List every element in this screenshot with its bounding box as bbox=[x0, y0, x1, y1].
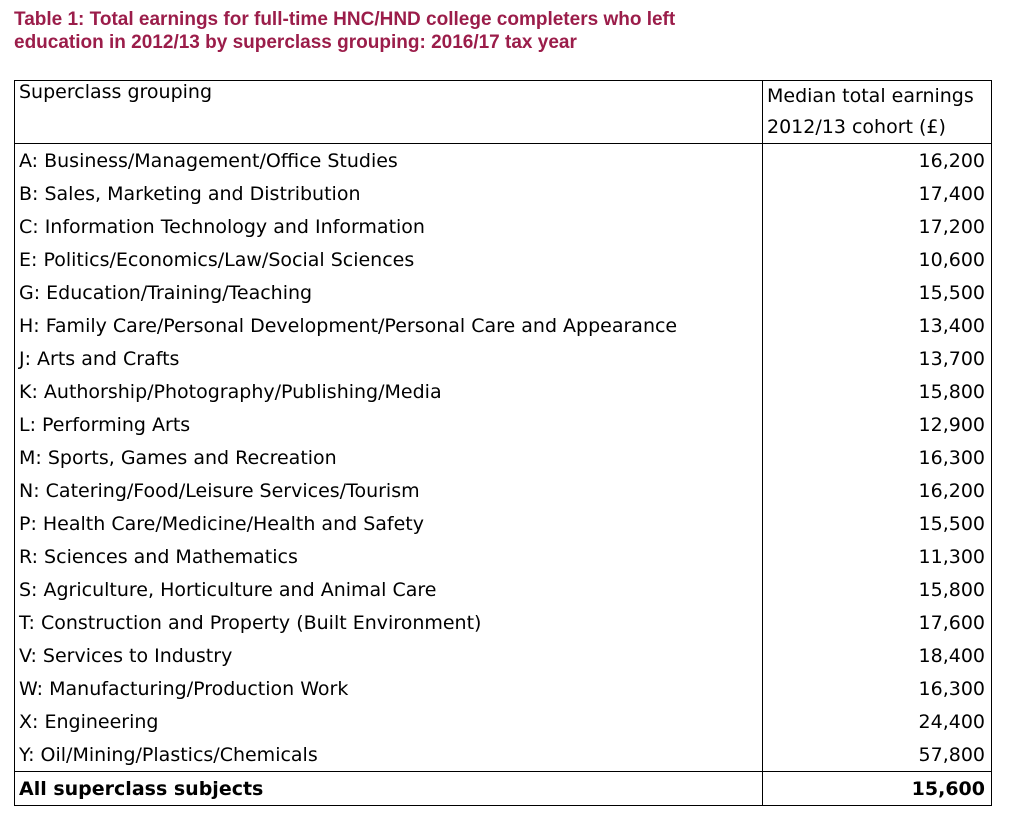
median-earnings-value: 12,900 bbox=[763, 408, 992, 441]
superclass-name: L: Performing Arts bbox=[15, 408, 763, 441]
median-earnings-value: 16,300 bbox=[763, 441, 992, 474]
median-earnings-value: 57,800 bbox=[763, 738, 992, 772]
table-row bbox=[15, 441, 992, 474]
superclass-name: S: Agriculture, Horticulture and Animal Care bbox=[15, 573, 763, 606]
table-title-line-1: Table 1: Total earnings for full-time HNC/HND college completers who left bbox=[14, 9, 676, 30]
table-row bbox=[15, 210, 992, 243]
median-earnings-value: 13,400 bbox=[763, 309, 992, 342]
superclass-name: G: Education/Training/Teaching bbox=[15, 276, 763, 309]
table-row bbox=[15, 309, 992, 342]
superclass-name: M: Sports, Games and Recreation bbox=[15, 441, 763, 474]
table-row bbox=[15, 672, 992, 705]
table-header-row bbox=[15, 81, 992, 144]
table-row bbox=[15, 177, 992, 210]
superclass-name: E: Politics/Economics/Law/Social Sciences bbox=[15, 243, 763, 276]
median-earnings-value: 13,700 bbox=[763, 342, 992, 375]
superclass-name: J: Arts and Crafts bbox=[15, 342, 763, 375]
median-earnings-value: 16,200 bbox=[763, 474, 992, 507]
table-row bbox=[15, 639, 992, 672]
table-body bbox=[15, 144, 992, 772]
total-value: 15,600 bbox=[763, 772, 992, 806]
superclass-name: C: Information Technology and Information bbox=[15, 210, 763, 243]
header-median-earnings-line-1: Median total earnings bbox=[767, 85, 974, 107]
table-row bbox=[15, 408, 992, 441]
table-row bbox=[15, 342, 992, 375]
total-label: All superclass subjects bbox=[15, 772, 763, 806]
median-earnings-value: 15,800 bbox=[763, 375, 992, 408]
superclass-name: Y: Oil/Mining/Plastics/Chemicals bbox=[15, 738, 763, 772]
median-earnings-value: 17,400 bbox=[763, 177, 992, 210]
median-earnings-value: 15,500 bbox=[763, 276, 992, 309]
median-earnings-value: 16,300 bbox=[763, 672, 992, 705]
earnings-table bbox=[14, 80, 992, 806]
table-row bbox=[15, 474, 992, 507]
superclass-name: W: Manufacturing/Production Work bbox=[15, 672, 763, 705]
table-row bbox=[15, 375, 992, 408]
median-earnings-value: 24,400 bbox=[763, 705, 992, 738]
median-earnings-value: 17,200 bbox=[763, 210, 992, 243]
superclass-name: N: Catering/Food/Leisure Services/Tourism bbox=[15, 474, 763, 507]
table-row bbox=[15, 144, 992, 178]
superclass-name: A: Business/Management/Office Studies bbox=[15, 144, 763, 178]
table-row bbox=[15, 606, 992, 639]
median-earnings-value: 10,600 bbox=[763, 243, 992, 276]
superclass-name: X: Engineering bbox=[15, 705, 763, 738]
superclass-name: H: Family Care/Personal Development/Personal Care and Appearance bbox=[15, 309, 763, 342]
median-earnings-value: 17,600 bbox=[763, 606, 992, 639]
header-median-earnings-line-2: 2012/13 cohort (£) bbox=[767, 116, 946, 138]
superclass-name: K: Authorship/Photography/Publishing/Media bbox=[15, 375, 763, 408]
superclass-name: V: Services to Industry bbox=[15, 639, 763, 672]
table-title-line-2: education in 2012/13 by superclass grouping: 2016/17 tax year bbox=[14, 32, 577, 53]
superclass-name: R: Sciences and Mathematics bbox=[15, 540, 763, 573]
total-row bbox=[15, 772, 992, 806]
median-earnings-value: 11,300 bbox=[763, 540, 992, 573]
table-row bbox=[15, 573, 992, 606]
median-earnings-value: 15,500 bbox=[763, 507, 992, 540]
superclass-name: T: Construction and Property (Built Environment) bbox=[15, 606, 763, 639]
superclass-name: B: Sales, Marketing and Distribution bbox=[15, 177, 763, 210]
table-row bbox=[15, 540, 992, 573]
table-row bbox=[15, 276, 992, 309]
header-superclass-grouping: Superclass grouping bbox=[15, 81, 763, 144]
table-row bbox=[15, 705, 992, 738]
header-median-earnings bbox=[763, 81, 992, 144]
median-earnings-value: 18,400 bbox=[763, 639, 992, 672]
table-row bbox=[15, 507, 992, 540]
median-earnings-value: 15,800 bbox=[763, 573, 992, 606]
table-title bbox=[14, 8, 994, 54]
table-row bbox=[15, 243, 992, 276]
median-earnings-value: 16,200 bbox=[763, 144, 992, 178]
table-row bbox=[15, 738, 992, 772]
superclass-name: P: Health Care/Medicine/Health and Safety bbox=[15, 507, 763, 540]
